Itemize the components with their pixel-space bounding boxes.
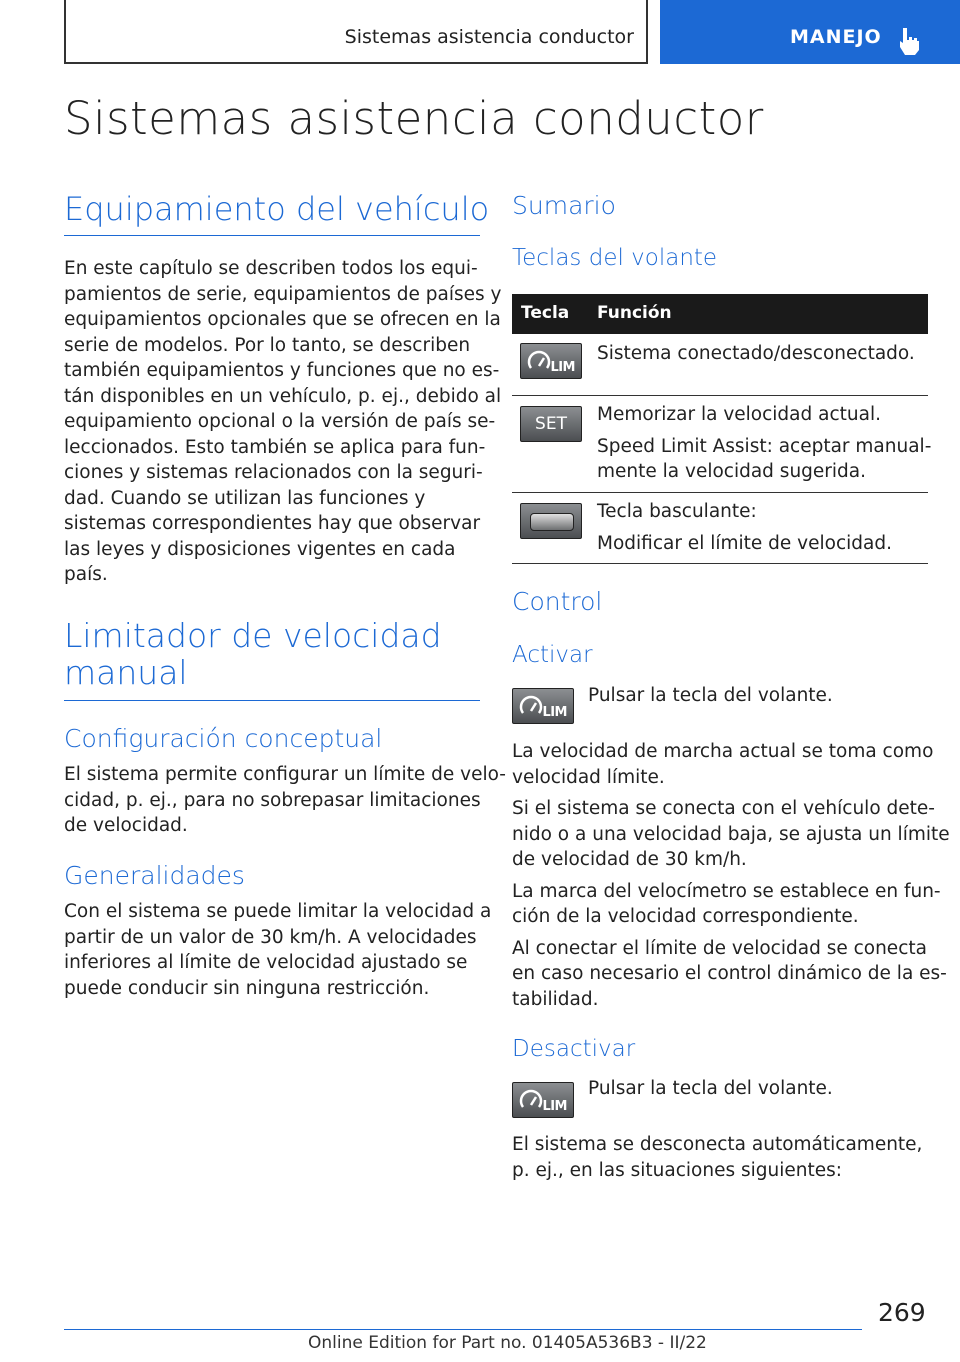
footer-edition: Online Edition for Part no. 01405A536B3 - II/22	[308, 1333, 707, 1353]
limiter-rule	[64, 700, 480, 701]
equipment-heading: Equipamiento del vehículo	[64, 190, 490, 228]
general-paragraph	[64, 899, 491, 1001]
text-line: nido o a una velocidad baja, se ajusta un límite	[512, 823, 950, 845]
header-chapter-title: MANEJO	[790, 26, 882, 48]
text-line: también equipamientos y funciones que no es-	[64, 360, 500, 381]
table-row-function	[597, 402, 931, 485]
text-line: Si el sistema se conecta con el vehículo dete-	[512, 798, 935, 819]
text-line: leccionados. Esto también se aplica para fun-	[64, 436, 486, 458]
text-line: p. ej., en las situaciones siguientes:	[512, 1159, 843, 1181]
text-line: Speed Limit Assist: aceptar manual-	[597, 435, 932, 457]
text-line: Al conectar el límite de velocidad se conecta	[512, 937, 927, 959]
activate-heading: Activar	[512, 642, 593, 668]
lim-speed-key-icon	[512, 1082, 574, 1118]
key-label: LIM	[542, 705, 567, 720]
text-line: equipamientos opcionales que se ofrecen en la	[64, 309, 501, 330]
page-title: Sistemas asistencia conductor	[64, 92, 764, 145]
lim-speed-key-icon	[520, 343, 582, 379]
text-line: Modificar el límite de velocidad.	[597, 532, 892, 554]
text-line: ción de la velocidad correspondiente.	[512, 906, 859, 927]
general-heading: Generalidades	[64, 861, 245, 890]
text-line: Tecla basculante:	[597, 501, 757, 522]
deactivate-paragraph	[512, 1132, 922, 1183]
keys-table-header	[512, 294, 928, 334]
limiter-heading-line: Limitador de velocidad	[64, 616, 442, 655]
text-line: sistemas correspondientes hay que observar	[64, 513, 481, 534]
text-line: en caso necesario el control dinámico de la es-	[512, 963, 947, 984]
deactivate-press-text: Pulsar la tecla del volante.	[588, 1078, 833, 1099]
text-line: mente la velocidad sugerida.	[597, 461, 866, 482]
col-key-header: Tecla	[521, 303, 570, 323]
text-line: En este capítulo se describen todos los equi-	[64, 258, 478, 279]
table-row-function	[597, 499, 892, 556]
text-line: serie de modelos. Por lo tanto, se describen	[64, 334, 471, 356]
text-line: de velocidad de 30 km/h.	[512, 849, 747, 870]
text-line: tabilidad.	[512, 988, 599, 1010]
wheel-keys-heading: Teclas del volante	[512, 245, 718, 271]
text-line: partir de un valor de 30 km/h. A velocidades	[64, 926, 477, 948]
footer-rule	[64, 1329, 862, 1330]
table-row-divider	[512, 395, 928, 396]
table-row-divider	[512, 492, 928, 493]
page-number: 269	[878, 1298, 926, 1327]
summary-heading: Sumario	[512, 191, 616, 220]
text-line: las leyes y disposiciones vigentes en cada	[64, 538, 456, 560]
set-key-icon	[520, 406, 582, 442]
header-chapter-tab	[660, 0, 960, 64]
text-line: La marca del velocímetro se establece en fun-	[512, 880, 941, 902]
concept-paragraph	[64, 762, 506, 839]
text-line: velocidad límite.	[512, 766, 665, 788]
text-line: El sistema permite configurar un límite de velo-	[64, 764, 506, 785]
equipment-paragraph	[64, 256, 502, 588]
text-line: ciones y sistemas relacionados con la seguri-	[64, 462, 483, 483]
activate-press-text: Pulsar la tecla del volante.	[588, 685, 833, 706]
header-section-title: Sistemas asistencia conductor	[344, 26, 634, 48]
text-line: Con el sistema se puede limitar la velocidad a	[64, 901, 492, 922]
text-line: El sistema se desconecta automáticamente,	[512, 1134, 923, 1155]
deactivate-heading: Desactivar	[512, 1036, 636, 1062]
rocker-switch-icon	[530, 513, 574, 531]
col-function-header: Función	[597, 303, 672, 323]
text-line: puede conducir sin ninguna restricción.	[64, 977, 430, 999]
key-label: LIM	[542, 1099, 567, 1114]
text-line: inferiores al límite de velocidad ajustado se	[64, 952, 468, 973]
header-section-box	[64, 0, 648, 64]
limiter-heading-line: manual	[64, 653, 188, 692]
text-line: tán disponibles en un vehículo, p. ej., debido al	[64, 385, 502, 407]
limiter-heading	[64, 617, 442, 691]
table-row-function	[597, 341, 915, 367]
key-label: SET	[535, 414, 567, 434]
rocker-key-icon	[520, 503, 582, 539]
key-label: LIM	[550, 360, 575, 375]
text-line: país.	[64, 564, 108, 585]
text-line: Sistema conectado/desconectado.	[597, 343, 915, 364]
equipment-rule	[64, 235, 480, 236]
text-line: de velocidad.	[64, 815, 188, 836]
text-line: equipamiento opcional o la versión de país se-	[64, 411, 496, 432]
text-line: dad. Cuando se utilizan las funciones y	[64, 487, 426, 509]
activate-paragraph	[512, 739, 950, 1012]
text-line: Memorizar la velocidad actual.	[597, 404, 881, 425]
lim-speed-key-icon	[512, 688, 574, 724]
text-line: cidad, p. ej., para no sobrepasar limitaciones	[64, 789, 481, 811]
text-line: pamientos de serie, equipamientos de países y	[64, 283, 502, 305]
table-bottom-rule	[512, 563, 928, 564]
concept-heading: Configuración conceptual	[64, 724, 383, 753]
text-line: La velocidad de marcha actual se toma como	[512, 741, 934, 762]
control-heading: Control	[512, 587, 603, 616]
hand-pointer-icon	[896, 26, 922, 56]
